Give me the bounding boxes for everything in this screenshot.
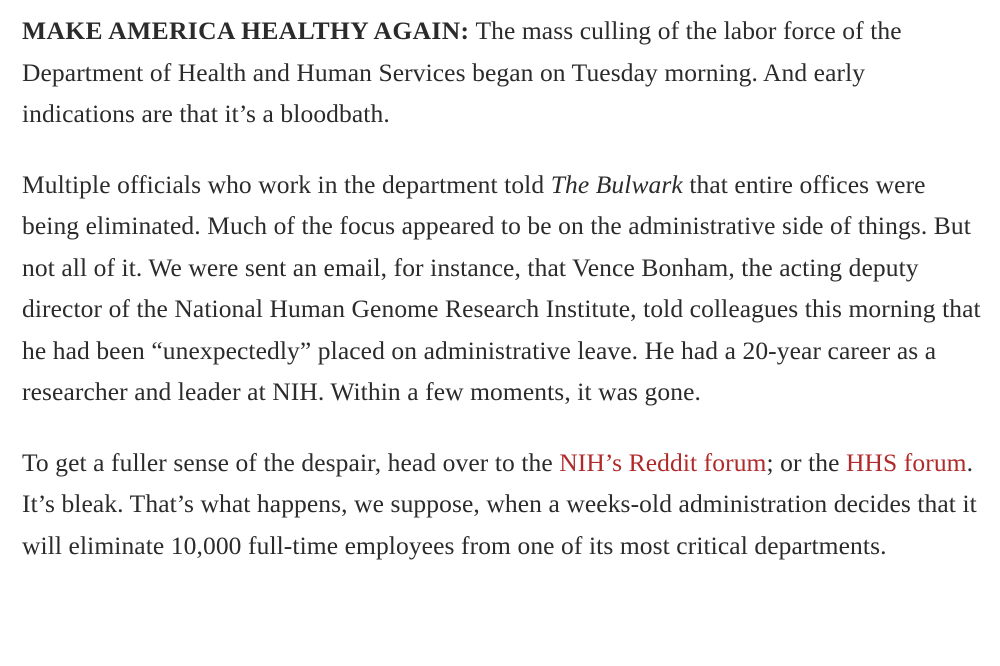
article-body	[22, 10, 982, 595]
paragraph-2	[22, 164, 982, 413]
paragraph-1-text: The mass culling of the labor force of the Department of Health and Human Services began on Tuesday morning. And early indications are that it’s a bloodbath.	[22, 16, 902, 128]
hhs-forum-link[interactable]: HHS forum	[846, 447, 967, 477]
paragraph-1	[22, 10, 982, 135]
paragraph-3-text-start: To get a fuller sense of the despair, head over to the	[22, 447, 560, 477]
paragraph-2-text-start: Multiple officials who work in the department told	[22, 169, 551, 199]
publication-name: The Bulwark	[550, 169, 683, 199]
paragraph-3	[22, 442, 982, 567]
lede-heading: MAKE AMERICA HEALTHY AGAIN:	[22, 16, 470, 45]
nih-reddit-forum-link[interactable]: NIH’s Reddit forum	[559, 447, 767, 477]
paragraph-3-text-end: . It’s bleak. That’s what happens, we suppose, when a weeks-old administration decides that it will eliminate 10,000 full-time employees from one of its most critical departments.	[22, 447, 977, 560]
paragraph-3-text-middle: ; or the	[766, 447, 847, 477]
paragraph-2-text-end: that entire offices were being eliminated. Much of the focus appeared to be on the administrative side of things. But not all of it. We were sent an email, for instance, that Vence Bonham, the acting deputy director of the National Human Genome Research Institute, told colleagues this morning that he had been “unexpectedly” placed on administrative leave. He had a 20-year career as a researcher and leader at NIH. Within a few moments, it was gone.	[22, 169, 981, 406]
